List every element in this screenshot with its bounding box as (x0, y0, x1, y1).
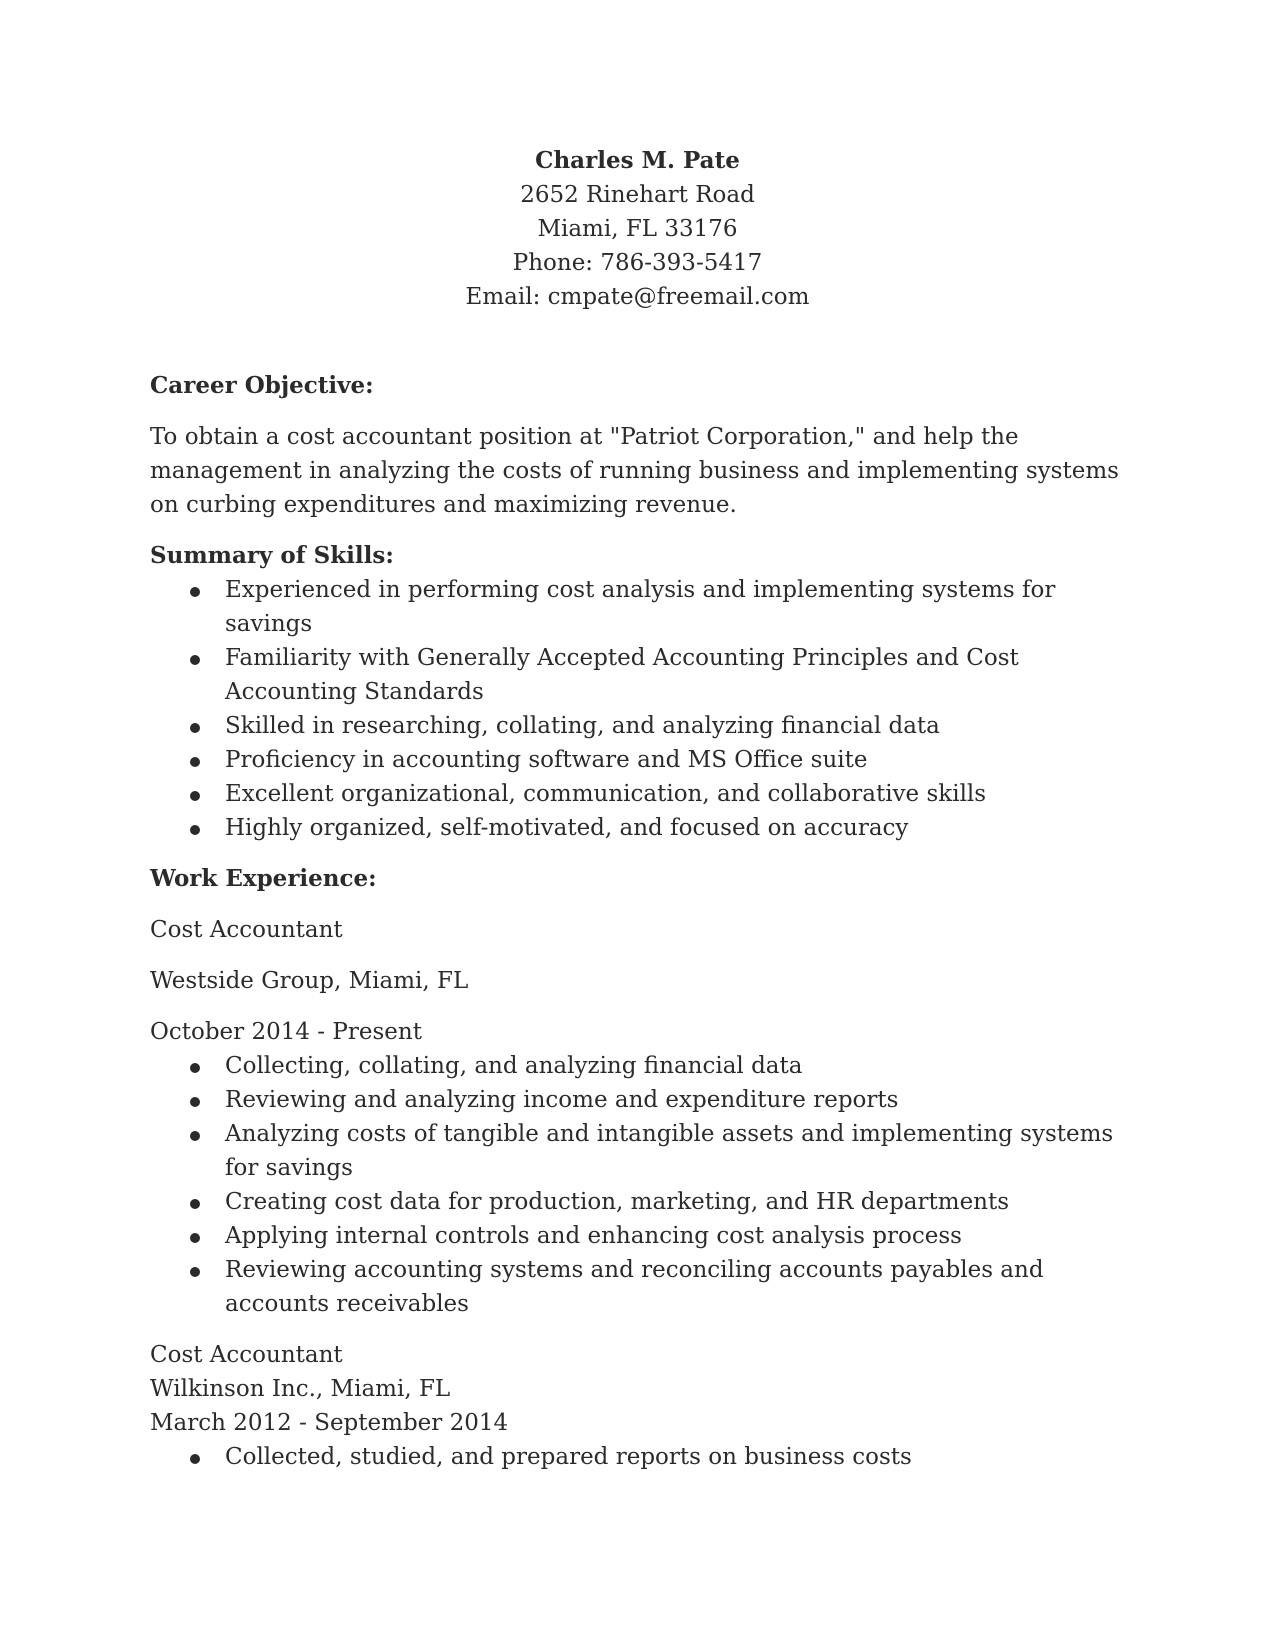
bullet-icon (190, 723, 200, 733)
email-line: Email: cmpate@freemail.com (465, 284, 810, 310)
bullet-icon (190, 791, 200, 801)
bullet-icon (190, 1454, 200, 1464)
skills-heading: Summary of Skills: (150, 542, 394, 569)
skill-text: Skilled in researching, collating, and analyzing financial data (225, 713, 940, 739)
bullet-icon (190, 825, 200, 835)
skill-text: Experienced in performing cost analysis and implementing systems for savings (225, 577, 1056, 637)
job-company: Westside Group, Miami, FL (150, 968, 469, 994)
list-item (150, 709, 1130, 743)
duty-text: Reviewing and analyzing income and expenditure reports (225, 1087, 899, 1113)
duty-text: Analyzing costs of tangible and intangible assets and implementing systems for savings (225, 1121, 1114, 1181)
address-line-1: 2652 Rinehart Road (520, 182, 755, 208)
bullet-icon (190, 1097, 200, 1107)
list-item (150, 1219, 1130, 1253)
address-line-2: Miami, FL 33176 (537, 216, 738, 242)
bullet-icon (190, 1233, 200, 1243)
resume-body (150, 369, 1130, 1474)
list-item (150, 1049, 1130, 1083)
duty-text: Collected, studied, and prepared reports on business costs (225, 1444, 912, 1470)
bullet-icon (190, 587, 200, 597)
job-dates: March 2012 - September 2014 (150, 1410, 509, 1436)
job-company: Wilkinson Inc., Miami, FL (150, 1376, 451, 1402)
duty-text: Creating cost data for production, marketing, and HR departments (225, 1189, 1010, 1215)
objective-heading: Career Objective: (150, 372, 374, 399)
job-dates: October 2014 - Present (150, 1019, 422, 1045)
list-item (150, 1117, 1130, 1185)
skill-text: Excellent organizational, communication, and collaborative skills (225, 781, 987, 807)
skill-text: Proficiency in accounting software and MS Office suite (225, 747, 868, 773)
skills-list (150, 573, 1130, 845)
duty-text: Reviewing accounting systems and reconciling accounts payables and accounts receivables (225, 1257, 1044, 1317)
bullet-icon (190, 1199, 200, 1209)
list-item (150, 811, 1130, 845)
skill-text: Familiarity with Generally Accepted Accounting Principles and Cost Accounting Standards (225, 645, 1019, 705)
job-duties-list (150, 1440, 1130, 1474)
contact-header (0, 144, 1275, 314)
list-item (150, 743, 1130, 777)
list-item (150, 777, 1130, 811)
duty-text: Applying internal controls and enhancing cost analysis process (225, 1223, 962, 1249)
objective-text: To obtain a cost accountant position at "Patriot Corporation," and help the management in analyzing the costs of running business and implementing systems on curbing expenditures and maximizing revenue. (150, 424, 1119, 518)
candidate-name: Charles M. Pate (535, 147, 740, 174)
bullet-icon (190, 1063, 200, 1073)
list-item (150, 1185, 1130, 1219)
bullet-icon (190, 1131, 200, 1141)
bullet-icon (190, 1267, 200, 1277)
job-position: Cost Accountant (150, 917, 343, 943)
job-position: Cost Accountant (150, 1342, 343, 1368)
list-item (150, 641, 1130, 709)
skill-text: Highly organized, self-motivated, and focused on accuracy (225, 815, 909, 841)
duty-text: Collecting, collating, and analyzing financial data (225, 1053, 803, 1079)
list-item (150, 1253, 1130, 1321)
experience-heading: Work Experience: (150, 865, 377, 892)
job-duties-list (150, 1049, 1130, 1321)
bullet-icon (190, 757, 200, 767)
list-item (150, 1440, 1130, 1474)
bullet-icon (190, 655, 200, 665)
phone-line: Phone: 786-393-5417 (512, 250, 763, 276)
list-item (150, 1083, 1130, 1117)
list-item (150, 573, 1130, 641)
